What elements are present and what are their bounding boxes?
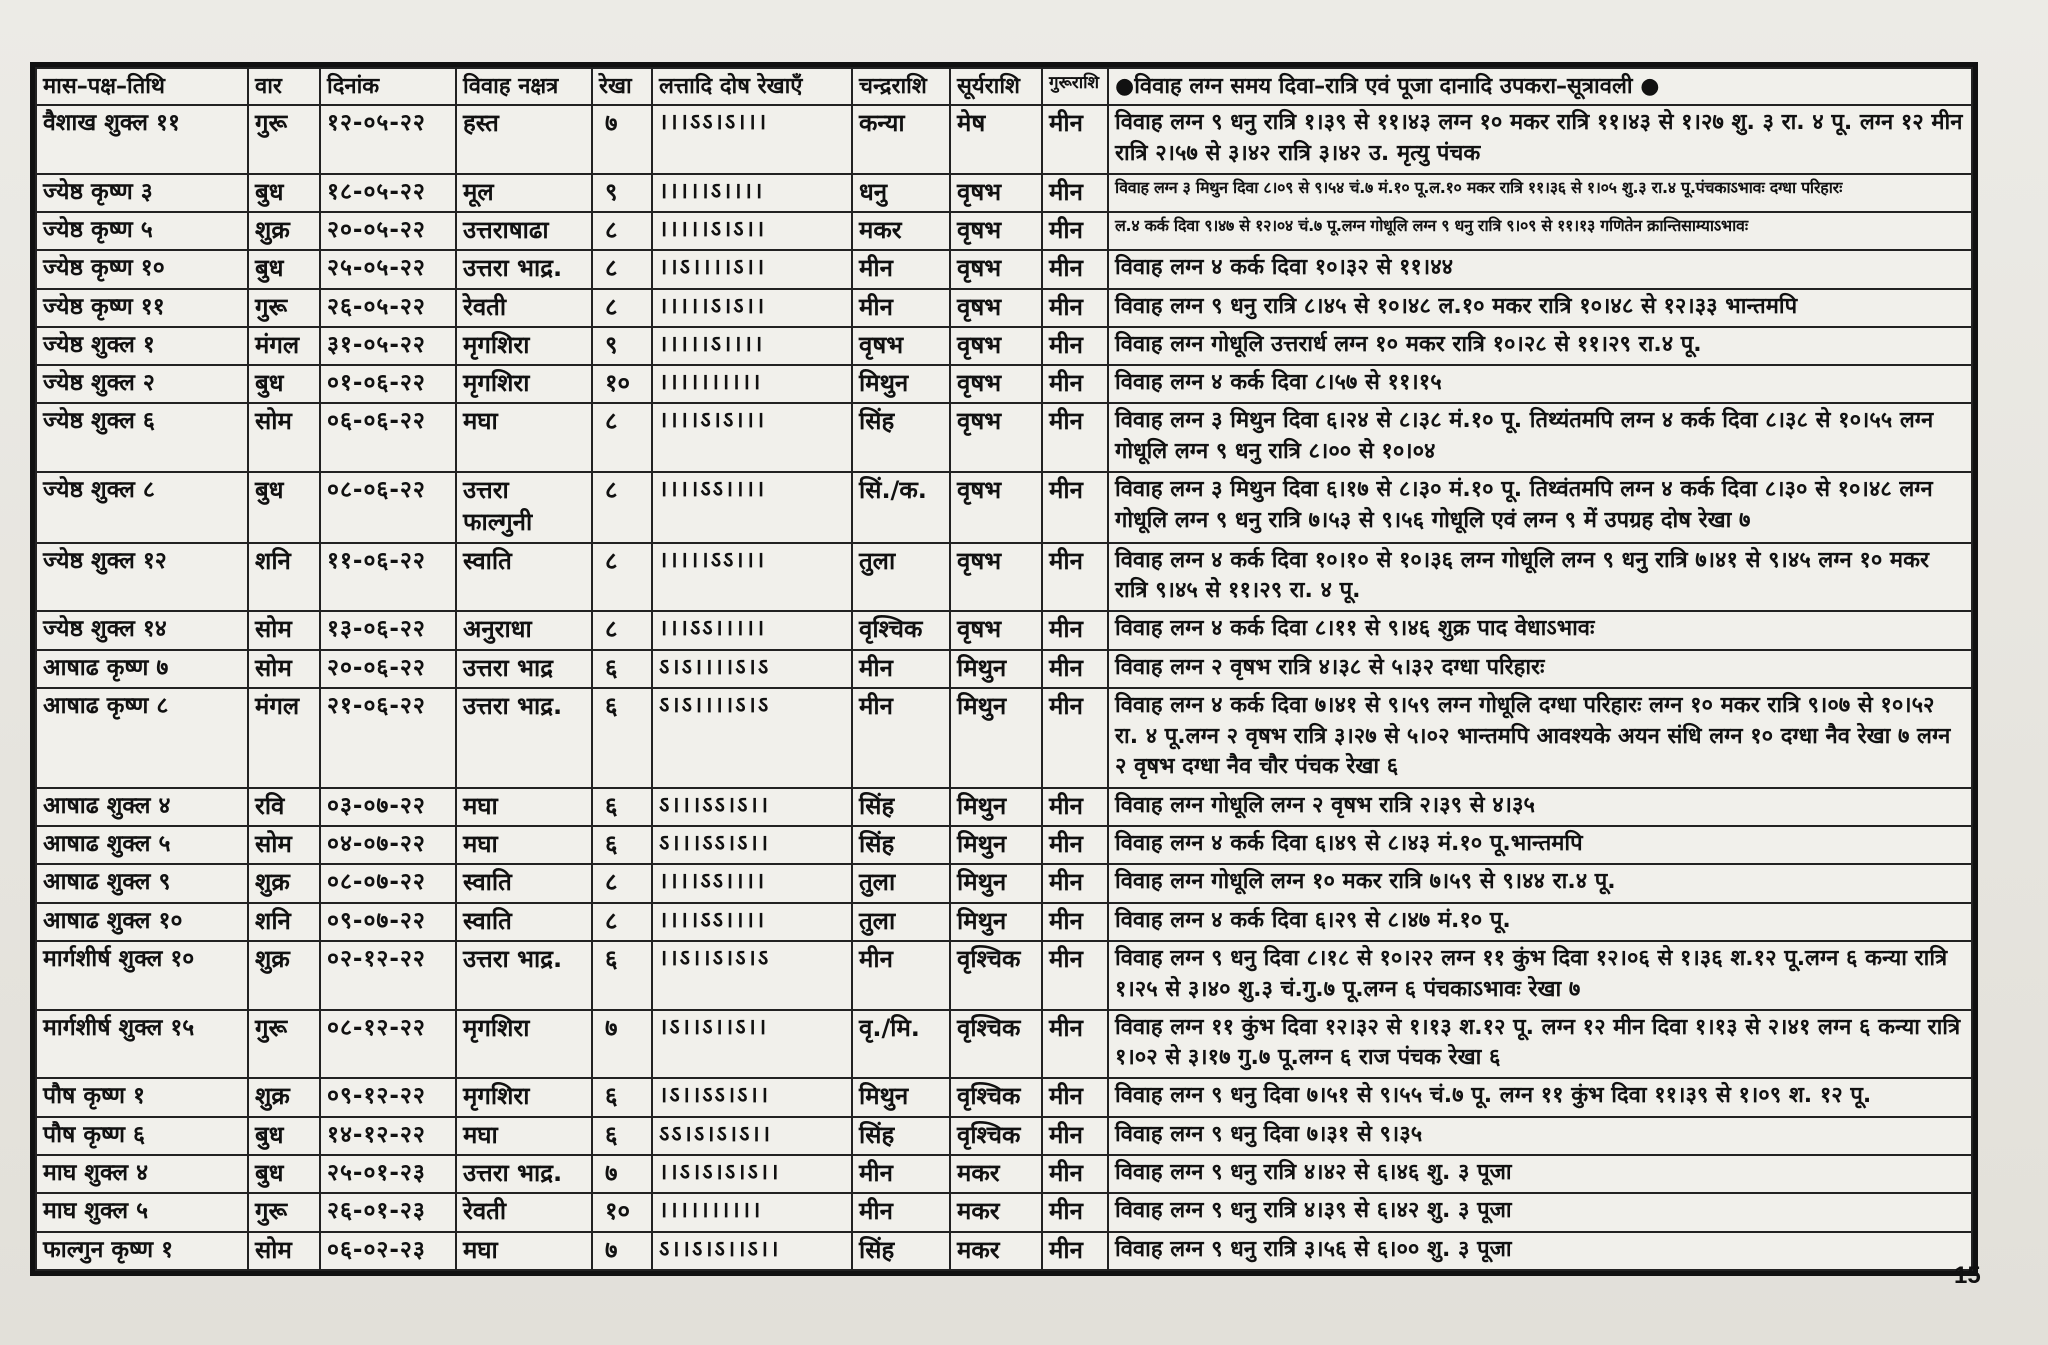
- cell-vara: रवि: [248, 788, 320, 826]
- cell-chandra-rashi: सिंह: [852, 788, 950, 826]
- cell-guru-rashi: मीन: [1042, 543, 1108, 612]
- cell-masa: ज्येष्ठ शुक्ल ६: [36, 403, 248, 472]
- cell-rekha: ७: [592, 1010, 652, 1079]
- cell-surya-rashi: वृषभ: [950, 212, 1042, 250]
- cell-chandra-rashi: मकर: [852, 212, 950, 250]
- header-rekha: रेखा: [592, 68, 652, 105]
- cell-dosha-rekha: ऽ।।ऽ।ऽ।।ऽ।।: [652, 1232, 852, 1271]
- cell-rekha: ७: [592, 1155, 652, 1193]
- table-row: [36, 365, 1972, 403]
- cell-nakshatra: उत्तरा भाद्र.: [456, 941, 592, 1010]
- cell-surya-rashi: वृश्चिक: [950, 1117, 1042, 1155]
- cell-lagna-notes: विवाह लग्न ९ धनु रात्रि ४।३९ से ६।४२ शु. ३ पूजा: [1108, 1193, 1972, 1231]
- cell-masa: ज्येष्ठ शुक्ल १४: [36, 611, 248, 649]
- header-nakshatra: विवाह नक्षत्र: [456, 68, 592, 105]
- cell-dinank: १२-०५-२२: [320, 105, 456, 174]
- cell-surya-rashi: वृश्चिक: [950, 1078, 1042, 1116]
- cell-dinank: ०२-१२-२२: [320, 941, 456, 1010]
- cell-chandra-rashi: मीन: [852, 250, 950, 288]
- cell-vara: शनि: [248, 903, 320, 941]
- cell-guru-rashi: मीन: [1042, 365, 1108, 403]
- cell-surya-rashi: वृषभ: [950, 543, 1042, 612]
- cell-dinank: ०३-०७-२२: [320, 788, 456, 826]
- cell-nakshatra: उत्तरा फाल्गुनी: [456, 472, 592, 542]
- cell-surya-rashi: मिथुन: [950, 788, 1042, 826]
- page-number: 15: [1954, 1262, 1981, 1289]
- cell-masa: आषाढ शुक्ल ४: [36, 788, 248, 826]
- cell-lagna-notes: विवाह लग्न ९ धनु दिवा ७।५१ से ९।५५ चं.७ पू. लग्न ११ कुंभ दिवा ११।३९ से १।०९ श. १२ पू.: [1108, 1078, 1972, 1116]
- cell-lagna-notes: विवाह लग्न ९ धनु रात्रि ८।४५ से १०।४८ ल.१० मकर रात्रि १०।४८ से १२।३३ भान्तमपि: [1108, 289, 1972, 327]
- cell-rekha: ६: [592, 826, 652, 864]
- cell-guru-rashi: मीन: [1042, 403, 1108, 472]
- header-chandra: चन्द्रराशि: [852, 68, 950, 105]
- cell-guru-rashi: मीन: [1042, 212, 1108, 250]
- cell-dosha-rekha: ऽ।।।ऽऽ।ऽ।।: [652, 826, 852, 864]
- cell-dosha-rekha: ऽ।।।ऽऽ।ऽ।।: [652, 788, 852, 826]
- cell-dinank: ०४-०७-२२: [320, 826, 456, 864]
- table-row: [36, 864, 1972, 902]
- cell-rekha: १०: [592, 365, 652, 403]
- cell-rekha: ८: [592, 250, 652, 288]
- cell-chandra-rashi: मीन: [852, 688, 950, 788]
- table-row: [36, 826, 1972, 864]
- vivah-muhurat-table: [35, 67, 1973, 1271]
- table-row: [36, 327, 1972, 365]
- cell-masa: ज्येष्ठ कृष्ण १०: [36, 250, 248, 288]
- cell-dosha-rekha: ।।।।।ऽ।।।।: [652, 174, 852, 212]
- table-row: [36, 1155, 1972, 1193]
- cell-rekha: ८: [592, 543, 652, 612]
- table-header-row: [36, 68, 1972, 105]
- cell-chandra-rashi: तुला: [852, 864, 950, 902]
- cell-dosha-rekha: ऽऽ।ऽ।ऽ।ऽ।।: [652, 1117, 852, 1155]
- table-row: [36, 941, 1972, 1010]
- cell-dinank: २०-०५-२२: [320, 212, 456, 250]
- cell-surya-rashi: मिथुन: [950, 903, 1042, 941]
- cell-vara: शुक्र: [248, 941, 320, 1010]
- cell-surya-rashi: वृश्चिक: [950, 1010, 1042, 1079]
- cell-guru-rashi: मीन: [1042, 1010, 1108, 1079]
- cell-chandra-rashi: मीन: [852, 650, 950, 688]
- cell-rekha: ८: [592, 864, 652, 902]
- cell-masa: आषाढ शुक्ल १०: [36, 903, 248, 941]
- cell-vara: बुध: [248, 472, 320, 542]
- cell-nakshatra: रेवती: [456, 1193, 592, 1231]
- table-row: [36, 1010, 1972, 1079]
- cell-dinank: २५-०५-२२: [320, 250, 456, 288]
- cell-masa: ज्येष्ठ कृष्ण ११: [36, 289, 248, 327]
- cell-chandra-rashi: कन्या: [852, 105, 950, 174]
- cell-surya-rashi: मेष: [950, 105, 1042, 174]
- cell-surya-rashi: मिथुन: [950, 650, 1042, 688]
- header-notes: ●विवाह लग्न समय दिवा–रात्रि एवं पूजा दानादि उपकरा–सूत्रावली ●: [1108, 68, 1972, 105]
- cell-chandra-rashi: वृ./मि.: [852, 1010, 950, 1079]
- cell-rekha: ६: [592, 688, 652, 788]
- cell-lagna-notes: विवाह लग्न ४ कर्क दिवा १०।१० से १०।३६ लग्न गोधूलि लग्न ९ धनु रात्रि ७।४१ से ९।४५ लग्न १० मकर रात्रि ९।४५ से ११।२९ रा. ४ पू.: [1108, 543, 1972, 612]
- table-row: [36, 212, 1972, 250]
- cell-dosha-rekha: ।।।।ऽऽ।।।।: [652, 864, 852, 902]
- cell-vara: शुक्र: [248, 864, 320, 902]
- cell-lagna-notes: विवाह लग्न २ वृषभ रात्रि ४।३८ से ५।३२ दग्धा परिहारः: [1108, 650, 1972, 688]
- cell-vara: गुरू: [248, 289, 320, 327]
- cell-chandra-rashi: धनु: [852, 174, 950, 212]
- cell-masa: आषाढ कृष्ण ७: [36, 650, 248, 688]
- cell-lagna-notes: विवाह लग्न ९ धनु रात्रि ३।५६ से ६।०० शु. ३ पूजा: [1108, 1232, 1972, 1271]
- cell-guru-rashi: मीन: [1042, 174, 1108, 212]
- cell-dosha-rekha: ।।।।।ऽ।।।।: [652, 327, 852, 365]
- cell-dosha-rekha: ।।ऽ।।ऽ।ऽ।ऽ: [652, 941, 852, 1010]
- cell-dosha-rekha: ।।।ऽऽ।।।।।: [652, 611, 852, 649]
- cell-lagna-notes: विवाह लग्न ४ कर्क दिवा ८।५७ से ११।१५: [1108, 365, 1972, 403]
- cell-nakshatra: उत्तरा भाद्र.: [456, 1155, 592, 1193]
- cell-nakshatra: मघा: [456, 1117, 592, 1155]
- cell-dosha-rekha: ।।।।।ऽऽ।।।: [652, 543, 852, 612]
- cell-lagna-notes: विवाह लग्न ४ कर्क दिवा १०।३२ से ११।४४: [1108, 250, 1972, 288]
- cell-surya-rashi: मिथुन: [950, 826, 1042, 864]
- table-row: [36, 903, 1972, 941]
- cell-chandra-rashi: मीन: [852, 1155, 950, 1193]
- cell-dosha-rekha: ।।।।।।।।।।: [652, 1193, 852, 1231]
- header-dinank: दिनांक: [320, 68, 456, 105]
- table-row: [36, 472, 1972, 542]
- cell-vara: बुध: [248, 1117, 320, 1155]
- cell-vara: सोम: [248, 826, 320, 864]
- cell-vara: बुध: [248, 250, 320, 288]
- cell-vara: गुरू: [248, 105, 320, 174]
- cell-rekha: १०: [592, 1193, 652, 1231]
- table-row: [36, 105, 1972, 174]
- cell-surya-rashi: मकर: [950, 1232, 1042, 1271]
- table-row: [36, 650, 1972, 688]
- muhurat-table-frame: [30, 62, 1978, 1276]
- cell-masa: ज्येष्ठ शुक्ल २: [36, 365, 248, 403]
- cell-rekha: ६: [592, 941, 652, 1010]
- cell-lagna-notes: विवाह लग्न गोधूलि लग्न १० मकर रात्रि ७।५९ से ९।४४ रा.४ पू.: [1108, 864, 1972, 902]
- cell-vara: बुध: [248, 365, 320, 403]
- cell-chandra-rashi: वृश्चिक: [852, 611, 950, 649]
- cell-surya-rashi: वृषभ: [950, 174, 1042, 212]
- cell-dinank: ०९-०७-२२: [320, 903, 456, 941]
- cell-guru-rashi: मीन: [1042, 650, 1108, 688]
- cell-chandra-rashi: मिथुन: [852, 1078, 950, 1116]
- cell-rekha: ८: [592, 472, 652, 542]
- table-row: [36, 1193, 1972, 1231]
- cell-dinank: १३-०६-२२: [320, 611, 456, 649]
- cell-nakshatra: मृगशिरा: [456, 1078, 592, 1116]
- cell-guru-rashi: मीन: [1042, 327, 1108, 365]
- cell-nakshatra: मघा: [456, 826, 592, 864]
- cell-dinank: २१-०६-२२: [320, 688, 456, 788]
- cell-guru-rashi: मीन: [1042, 788, 1108, 826]
- cell-chandra-rashi: तुला: [852, 903, 950, 941]
- cell-masa: फाल्गुन कृष्ण १: [36, 1232, 248, 1271]
- table-body: [36, 105, 1972, 1270]
- cell-dosha-rekha: ।।।।ऽऽ।।।।: [652, 903, 852, 941]
- cell-guru-rashi: मीन: [1042, 1155, 1108, 1193]
- cell-guru-rashi: मीन: [1042, 688, 1108, 788]
- table-row: [36, 1078, 1972, 1116]
- cell-vara: शनि: [248, 543, 320, 612]
- cell-surya-rashi: मकर: [950, 1155, 1042, 1193]
- cell-rekha: ६: [592, 1117, 652, 1155]
- cell-dinank: ०६-०२-२३: [320, 1232, 456, 1271]
- cell-dinank: ०८-०६-२२: [320, 472, 456, 542]
- table-row: [36, 788, 1972, 826]
- header-surya: सूर्यराशि: [950, 68, 1042, 105]
- cell-lagna-notes: विवाह लग्न गोधूलि उत्तरार्ध लग्न १० मकर रात्रि १०।२८ से ११।२९ रा.४ पू.: [1108, 327, 1972, 365]
- cell-rekha: ७: [592, 105, 652, 174]
- cell-lagna-notes: विवाह लग्न गोधूलि लग्न २ वृषभ रात्रि २।३९ से ४।३५: [1108, 788, 1972, 826]
- cell-masa: माघ शुक्ल ४: [36, 1155, 248, 1193]
- cell-nakshatra: उत्तरा भाद्र.: [456, 250, 592, 288]
- cell-nakshatra: अनुराधा: [456, 611, 592, 649]
- cell-lagna-notes: ल.४ कर्क दिवा ९।४७ से १२।०४ चं.७ पू.लग्न गोधूलि लग्न ९ धनु रात्रि ९।०९ से ११।१३ गणितेन क्रान्तिसाम्याऽभावः: [1108, 212, 1972, 250]
- cell-vara: बुध: [248, 1155, 320, 1193]
- cell-masa: आषाढ शुक्ल ५: [36, 826, 248, 864]
- cell-vara: सोम: [248, 1232, 320, 1271]
- cell-guru-rashi: मीन: [1042, 941, 1108, 1010]
- cell-masa: आषाढ शुक्ल ९: [36, 864, 248, 902]
- cell-masa: मार्गशीर्ष शुक्ल १५: [36, 1010, 248, 1079]
- cell-guru-rashi: मीन: [1042, 826, 1108, 864]
- cell-guru-rashi: मीन: [1042, 1232, 1108, 1271]
- cell-rekha: ७: [592, 1232, 652, 1271]
- cell-dosha-rekha: ।ऽ।।ऽ।।ऽ।।: [652, 1010, 852, 1079]
- cell-dosha-rekha: ।।।।।ऽ।ऽ।।: [652, 289, 852, 327]
- cell-rekha: ६: [592, 788, 652, 826]
- table-row: [36, 1232, 1972, 1271]
- cell-dinank: १८-०५-२२: [320, 174, 456, 212]
- cell-nakshatra: उत्तराषाढा: [456, 212, 592, 250]
- cell-chandra-rashi: मीन: [852, 1193, 950, 1231]
- cell-surya-rashi: वृषभ: [950, 289, 1042, 327]
- cell-vara: सोम: [248, 611, 320, 649]
- cell-dosha-rekha: ।।ऽ।।।।ऽ।।: [652, 250, 852, 288]
- cell-nakshatra: मघा: [456, 403, 592, 472]
- cell-guru-rashi: मीन: [1042, 1078, 1108, 1116]
- cell-chandra-rashi: सिं./क.: [852, 472, 950, 542]
- cell-surya-rashi: मिथुन: [950, 864, 1042, 902]
- cell-chandra-rashi: सिंह: [852, 1232, 950, 1271]
- cell-dosha-rekha: ऽ।ऽ।।।।ऽ।ऽ: [652, 650, 852, 688]
- cell-lagna-notes: विवाह लग्न ३ मिथुन दिवा ६।२४ से ८।३८ मं.१० पू. तिथ्यंतमपि लग्न ४ कर्क दिवा ८।३८ से १०।५५ लग्न गोधूलि लग्न ९ धनु रात्रि ८।०० से १०।०४: [1108, 403, 1972, 472]
- cell-vara: मंगल: [248, 327, 320, 365]
- cell-dosha-rekha: ।।।।।।।।।।: [652, 365, 852, 403]
- cell-lagna-notes: विवाह लग्न ३ मिथुन दिवा ८।०९ से ९।५४ चं.७ मं.१० पू.ल.१० मकर रात्रि ११।३६ से १।०५ शु.३ रा.४ पू.पंचकाऽभावः दग्धा परिहारः: [1108, 174, 1972, 212]
- cell-lagna-notes: विवाह लग्न ९ धनु रात्रि १।३९ से ११।४३ लग्न १० मकर रात्रि ११।४३ से १।२७ शु. ३ रा. ४ पू. लग्न १२ मीन रात्रि २।५७ से ३।४२ रात्रि ३।४२ उ. मृत्यु पंचक: [1108, 105, 1972, 174]
- cell-lagna-notes: विवाह लग्न ९ धनु रात्रि ४।४२ से ६।४६ शु. ३ पूजा: [1108, 1155, 1972, 1193]
- cell-nakshatra: उत्तरा भाद्र: [456, 650, 592, 688]
- cell-chandra-rashi: सिंह: [852, 403, 950, 472]
- cell-masa: ज्येष्ठ शुक्ल १: [36, 327, 248, 365]
- header-dosha: लत्तादि दोष रेखाएँ: [652, 68, 852, 105]
- cell-lagna-notes: विवाह लग्न ४ कर्क दिवा ६।२९ से ८।४७ मं.१० पू.: [1108, 903, 1972, 941]
- table-row: [36, 174, 1972, 212]
- cell-surya-rashi: वृषभ: [950, 472, 1042, 542]
- cell-nakshatra: स्वाति: [456, 864, 592, 902]
- cell-guru-rashi: मीन: [1042, 250, 1108, 288]
- cell-nakshatra: उत्तरा भाद्र.: [456, 688, 592, 788]
- cell-surya-rashi: वृषभ: [950, 365, 1042, 403]
- cell-masa: ज्येष्ठ कृष्ण ३: [36, 174, 248, 212]
- cell-masa: आषाढ कृष्ण ८: [36, 688, 248, 788]
- cell-masa: ज्येष्ठ शुक्ल १२: [36, 543, 248, 612]
- cell-dinank: २६-०१-२३: [320, 1193, 456, 1231]
- cell-guru-rashi: मीन: [1042, 611, 1108, 649]
- cell-surya-rashi: वृषभ: [950, 611, 1042, 649]
- cell-dinank: २०-०६-२२: [320, 650, 456, 688]
- cell-vara: मंगल: [248, 688, 320, 788]
- cell-surya-rashi: वृषभ: [950, 327, 1042, 365]
- cell-masa: मार्गशीर्ष शुक्ल १०: [36, 941, 248, 1010]
- cell-chandra-rashi: मीन: [852, 289, 950, 327]
- table-row: [36, 1117, 1972, 1155]
- table-row: [36, 250, 1972, 288]
- cell-rekha: ८: [592, 611, 652, 649]
- cell-rekha: ८: [592, 403, 652, 472]
- cell-nakshatra: हस्त: [456, 105, 592, 174]
- cell-rekha: ६: [592, 1078, 652, 1116]
- cell-dinank: २६-०५-२२: [320, 289, 456, 327]
- table-row: [36, 688, 1972, 788]
- cell-guru-rashi: मीन: [1042, 289, 1108, 327]
- cell-surya-rashi: वृषभ: [950, 403, 1042, 472]
- cell-nakshatra: स्वाति: [456, 543, 592, 612]
- cell-vara: गुरू: [248, 1010, 320, 1079]
- cell-dinank: ३१-०५-२२: [320, 327, 456, 365]
- table-row: [36, 543, 1972, 612]
- cell-guru-rashi: मीन: [1042, 864, 1108, 902]
- cell-chandra-rashi: सिंह: [852, 1117, 950, 1155]
- cell-surya-rashi: मिथुन: [950, 688, 1042, 788]
- cell-nakshatra: मूल: [456, 174, 592, 212]
- cell-lagna-notes: विवाह लग्न ९ धनु दिवा ७।३१ से ९।३५: [1108, 1117, 1972, 1155]
- cell-dosha-rekha: ।ऽ।।ऽऽ।ऽ।।: [652, 1078, 852, 1116]
- cell-dosha-rekha: ।।।ऽऽ।ऽ।।।: [652, 105, 852, 174]
- cell-rekha: ८: [592, 212, 652, 250]
- cell-guru-rashi: मीन: [1042, 1117, 1108, 1155]
- cell-guru-rashi: मीन: [1042, 903, 1108, 941]
- cell-nakshatra: मृगशिरा: [456, 365, 592, 403]
- cell-lagna-notes: विवाह लग्न ४ कर्क दिवा ७।४१ से ९।५९ लग्न गोधूलि दग्धा परिहारः लग्न १० मकर रात्रि ९।०७ से १०।५२ रा. ४ पू.लग्न २ वृषभ रात्रि ३।२७ से ५।०२ भान्तमपि आवश्यके अयन संधि लग्न १० दग्धा नैव रेखा ७ लग्न २ वृषभ दग्धा नैव चौर पंचक रेखा ६: [1108, 688, 1972, 788]
- cell-vara: गुरू: [248, 1193, 320, 1231]
- cell-guru-rashi: मीन: [1042, 105, 1108, 174]
- cell-dosha-rekha: ।।ऽ।ऽ।ऽ।ऽ।।: [652, 1155, 852, 1193]
- cell-chandra-rashi: मिथुन: [852, 365, 950, 403]
- cell-chandra-rashi: तुला: [852, 543, 950, 612]
- table-row: [36, 403, 1972, 472]
- cell-nakshatra: मृगशिरा: [456, 327, 592, 365]
- cell-rekha: ८: [592, 903, 652, 941]
- cell-masa: पौष कृष्ण १: [36, 1078, 248, 1116]
- cell-chandra-rashi: मीन: [852, 941, 950, 1010]
- cell-lagna-notes: विवाह लग्न ४ कर्क दिवा ८।११ से ९।४६ शुक्र पाद वेधाऽभावः: [1108, 611, 1972, 649]
- cell-rekha: ९: [592, 327, 652, 365]
- cell-dinank: ०६-०६-२२: [320, 403, 456, 472]
- cell-dosha-rekha: ।।।।ऽ।ऽ।।।: [652, 403, 852, 472]
- cell-nakshatra: स्वाति: [456, 903, 592, 941]
- cell-vara: सोम: [248, 650, 320, 688]
- cell-vara: शुक्र: [248, 1078, 320, 1116]
- cell-surya-rashi: मकर: [950, 1193, 1042, 1231]
- cell-chandra-rashi: सिंह: [852, 826, 950, 864]
- cell-rekha: ८: [592, 289, 652, 327]
- cell-vara: बुध: [248, 174, 320, 212]
- cell-surya-rashi: वृषभ: [950, 250, 1042, 288]
- cell-dinank: ०१-०६-२२: [320, 365, 456, 403]
- cell-lagna-notes: विवाह लग्न ९ धनु दिवा ८।१८ से १०।२२ लग्न ११ कुंभ दिवा १२।०६ से १।३६ श.१२ पू.लग्न ६ कन्या रात्रि १।२५ से ३।४० शु.३ चं.गु.७ पू.लग्न ६ पंचकाऽभावः रेखा ७: [1108, 941, 1972, 1010]
- cell-lagna-notes: विवाह लग्न ११ कुंभ दिवा १२।३२ से १।१३ श.१२ पू. लग्न १२ मीन दिवा १।१३ से २।४१ लग्न ६ कन्या रात्रि १।०२ से ३।१७ गु.७ पू.लग्न ६ राज पंचक रेखा ६: [1108, 1010, 1972, 1079]
- cell-guru-rashi: मीन: [1042, 472, 1108, 542]
- header-masa: मास–पक्ष–तिथि: [36, 68, 248, 105]
- cell-dinank: ११-०६-२२: [320, 543, 456, 612]
- cell-nakshatra: मघा: [456, 788, 592, 826]
- cell-nakshatra: मृगशिरा: [456, 1010, 592, 1079]
- cell-dosha-rekha: ।।।।ऽऽ।।।।: [652, 472, 852, 542]
- cell-dinank: ०८-०७-२२: [320, 864, 456, 902]
- table-row: [36, 289, 1972, 327]
- header-vara: वार: [248, 68, 320, 105]
- cell-rekha: ९: [592, 174, 652, 212]
- cell-nakshatra: रेवती: [456, 289, 592, 327]
- cell-guru-rashi: मीन: [1042, 1193, 1108, 1231]
- cell-chandra-rashi: वृषभ: [852, 327, 950, 365]
- table-row: [36, 611, 1972, 649]
- cell-surya-rashi: वृश्चिक: [950, 941, 1042, 1010]
- cell-lagna-notes: विवाह लग्न ४ कर्क दिवा ६।४९ से ८।४३ मं.१० पू.भान्तमपि: [1108, 826, 1972, 864]
- cell-dinank: १४-१२-२२: [320, 1117, 456, 1155]
- cell-masa: ज्येष्ठ शुक्ल ८: [36, 472, 248, 542]
- cell-dosha-rekha: ऽ।ऽ।।।।ऽ।ऽ: [652, 688, 852, 788]
- cell-vara: सोम: [248, 403, 320, 472]
- cell-dinank: ०८-१२-२२: [320, 1010, 456, 1079]
- cell-dinank: ०९-१२-२२: [320, 1078, 456, 1116]
- cell-masa: माघ शुक्ल ५: [36, 1193, 248, 1231]
- cell-masa: ज्येष्ठ कृष्ण ५: [36, 212, 248, 250]
- cell-masa: वैशाख शुक्ल ११: [36, 105, 248, 174]
- cell-vara: शुक्र: [248, 212, 320, 250]
- cell-dosha-rekha: ।।।।।ऽ।ऽ।।: [652, 212, 852, 250]
- header-guru: गुरूराशि: [1042, 68, 1108, 105]
- cell-dinank: २५-०१-२३: [320, 1155, 456, 1193]
- cell-lagna-notes: विवाह लग्न ३ मिथुन दिवा ६।१७ से ८।३० मं.१० पू. तिथ्वंतमपि लग्न ४ कर्क दिवा ८।३० से १०।४८ लग्न गोधूलि लग्न ९ धनु रात्रि ७।५३ से ९।५६ गोधूलि एवं लग्न ९ में उपग्रह दोष रेखा ७: [1108, 472, 1972, 542]
- cell-rekha: ६: [592, 650, 652, 688]
- cell-nakshatra: मघा: [456, 1232, 592, 1271]
- cell-masa: पौष कृष्ण ६: [36, 1117, 248, 1155]
